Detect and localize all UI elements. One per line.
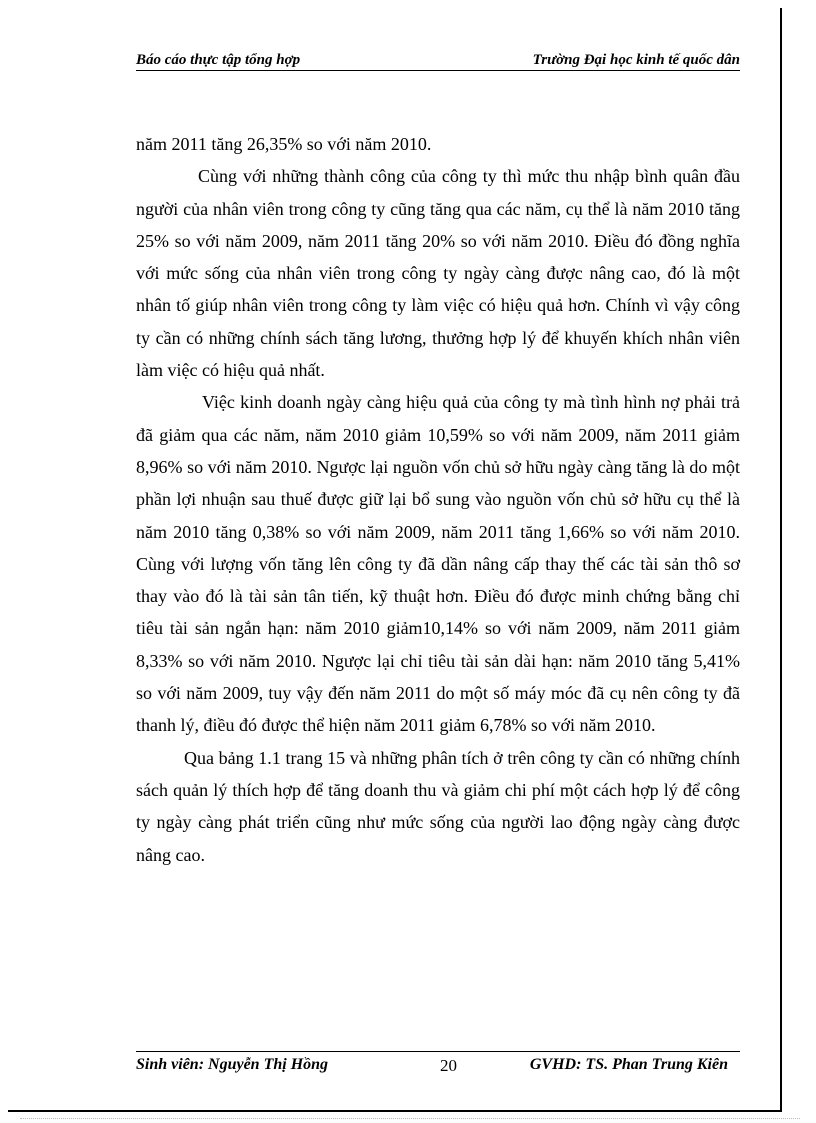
paragraph-income: Cùng với những thành công của công ty thì mức thu nhập bình quân đầu người của nhân viên trong công ty cũng tăng qua các năm, cụ thể là năm 2010 tăng 25% so với năm 2009, năm 2011 tăng 20% so với năm 2010. Điều đó đồng nghĩa với mức sống của nhân viên trong công ty ngày càng được nâng cao, đó là một nhân tố giúp nhân viên trong công ty làm việc có hiệu quả hơn. Chính vì vậy công ty cần có những chính sách tăng lương, thưởng hợp lý để khuyến khích nhân viên làm việc có hiệu quả nhất. xyxy=(136,166,740,381)
page-dotted-edge xyxy=(20,1118,800,1119)
page-number: 20 xyxy=(440,1056,457,1075)
page-border-bottom xyxy=(8,1110,782,1112)
paragraph-capital: Việc kinh doanh ngày càng hiệu quả của công ty mà tình hình nợ phải trả đã giảm qua các năm, năm 2010 giảm 10,59% so với năm 2009, năm 2011 giảm 8,96% so với năm 2010. Ngược lại nguồn vốn chủ sở hữu ngày càng tăng là do một phần lợi nhuận sau thuế được giữ lại bổ sung vào nguồn vốn chủ sở hữu cụ thể là năm 2010 tăng 0,38% so với năm 2009, năm 2011 tăng 1,66% so với năm 2010. Cùng với lượng vốn tăng lên công ty đã dần nâng cấp thay thế các tài sản thô sơ thay vào đó là tài sản tân tiến, kỹ thuật hơn. Điều đó được minh chứng bằng chỉ tiêu tài sản ngắn hạn: năm 2010 giảm10,14% so với năm 2009, năm 2011 giảm 8,33% so với năm 2010. Ngược lại chỉ tiêu tài sản dài hạn: năm 2010 tăng 5,41% so với năm 2009, tuy vậy đến năm 2011 do một số máy móc đã cụ nên công ty đã thanh lý, điều đó được thể hiện năm 2011 giảm 6,78% so với năm 2010. xyxy=(136,392,740,736)
page-footer xyxy=(136,1054,740,1080)
page-border-right xyxy=(780,8,782,1112)
document-body xyxy=(136,128,740,871)
footer-student-name: Sinh viên: Nguyễn Thị Hồng xyxy=(136,1056,329,1073)
header-university: Trường Đại học kinh tế quốc dân xyxy=(532,52,740,68)
paragraph-continuation: năm 2011 tăng 26,35% so với năm 2010. xyxy=(136,134,432,154)
header-report-title: Báo cáo thực tập tổng hợp xyxy=(136,52,301,68)
paragraph-conclusion: Qua bảng 1.1 trang 15 và những phân tích ở trên công ty cần có những chính sách quản lý thích hợp để tăng doanh thu và giảm chi phí một cách hợp lý để công ty ngày càng phát triển cũng như mức sống của người lao động ngày càng được nâng cao. xyxy=(136,747,740,865)
page-header xyxy=(136,48,740,72)
footer-advisor: GVHD: TS. Phan Trung Kiên xyxy=(529,1056,728,1073)
header-divider xyxy=(136,70,740,71)
footer-divider xyxy=(136,1051,740,1052)
